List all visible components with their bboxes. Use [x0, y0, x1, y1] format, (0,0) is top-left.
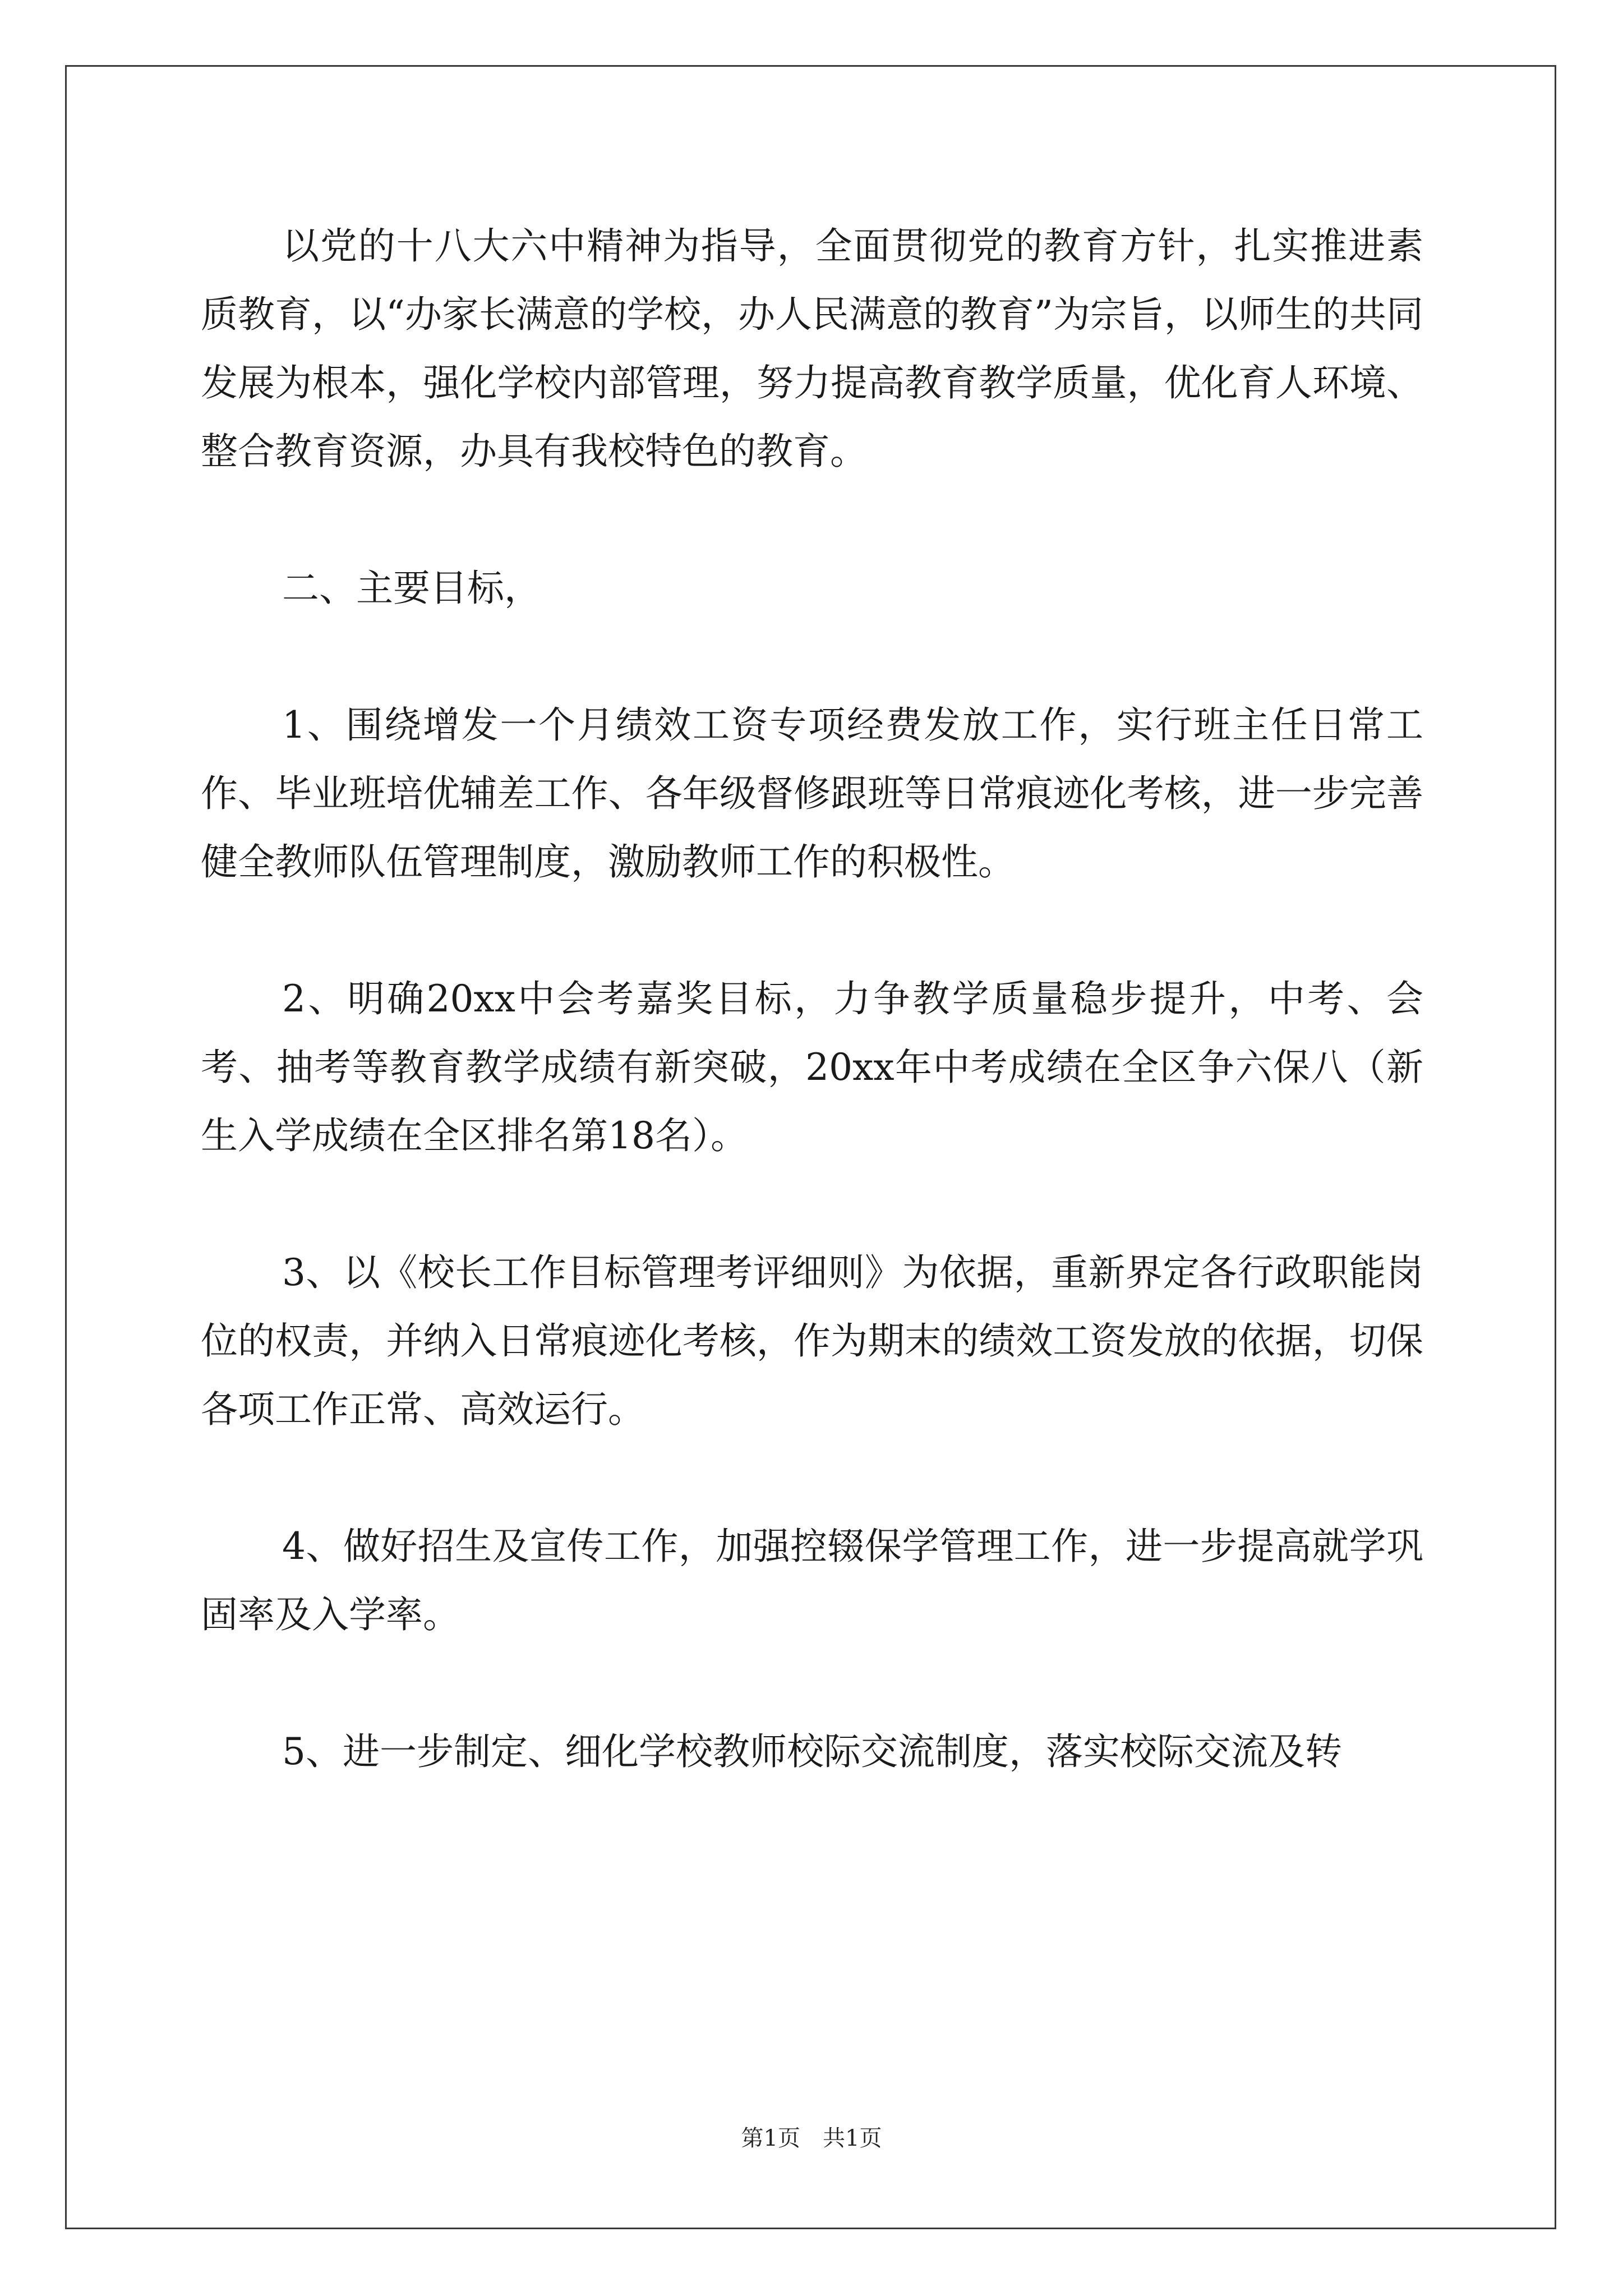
paragraph-guiding-principle: 以党的十八大六中精神为指导，全面贯彻党的教育方针，扎实推进素质教育，以“办家长满意的学校，办人民满意的教育”为宗旨，以师生的共同发展为根本，强化学校内部管理，努力提高教育教学质量，优化育人环境、整合教育资源，办具有我校特色的教育。	[201, 224, 1423, 473]
goal-item-2: 2、明确20xx中会考嘉奖目标，力争教学质量稳步提升，中考、会考、抽考等教育教学成绩有新突破，20xx年中考成绩在全区争六保八（新生入学成绩在全区排名第18名）。	[201, 977, 1423, 1157]
page-footer	[0, 2120, 1623, 2152]
page-number: 第1页	[741, 2125, 800, 2151]
goal-item-4: 4、做好招生及宣传工作，加强控辍保学管理工作，进一步提高就学巩固率及入学率。	[201, 1525, 1423, 1636]
document-body	[201, 212, 1423, 1855]
section-heading-main-goals: 二、主要目标，	[282, 567, 541, 610]
goal-item-3: 3、以《校长工作目标管理考评细则》为依据，重新界定各行政职能岗位的权责，并纳入日常痕迹化考核，作为期末的绩效工资发放的依据，切保各项工作正常、高效运行。	[201, 1251, 1423, 1431]
goal-item-1: 1、围绕增发一个月绩效工资专项经费发放工作，实行班主任日常工作、毕业班培优辅差工作、各年级督修跟班等日常痕迹化考核，进一步完善健全教师队伍管理制度，激励教师工作的积极性。	[201, 703, 1423, 884]
goal-item-5: 5、进一步制定、细化学校教师校际交流制度，落实校际交流及转	[282, 1730, 1342, 1773]
page-total: 共1页	[823, 2125, 882, 2151]
